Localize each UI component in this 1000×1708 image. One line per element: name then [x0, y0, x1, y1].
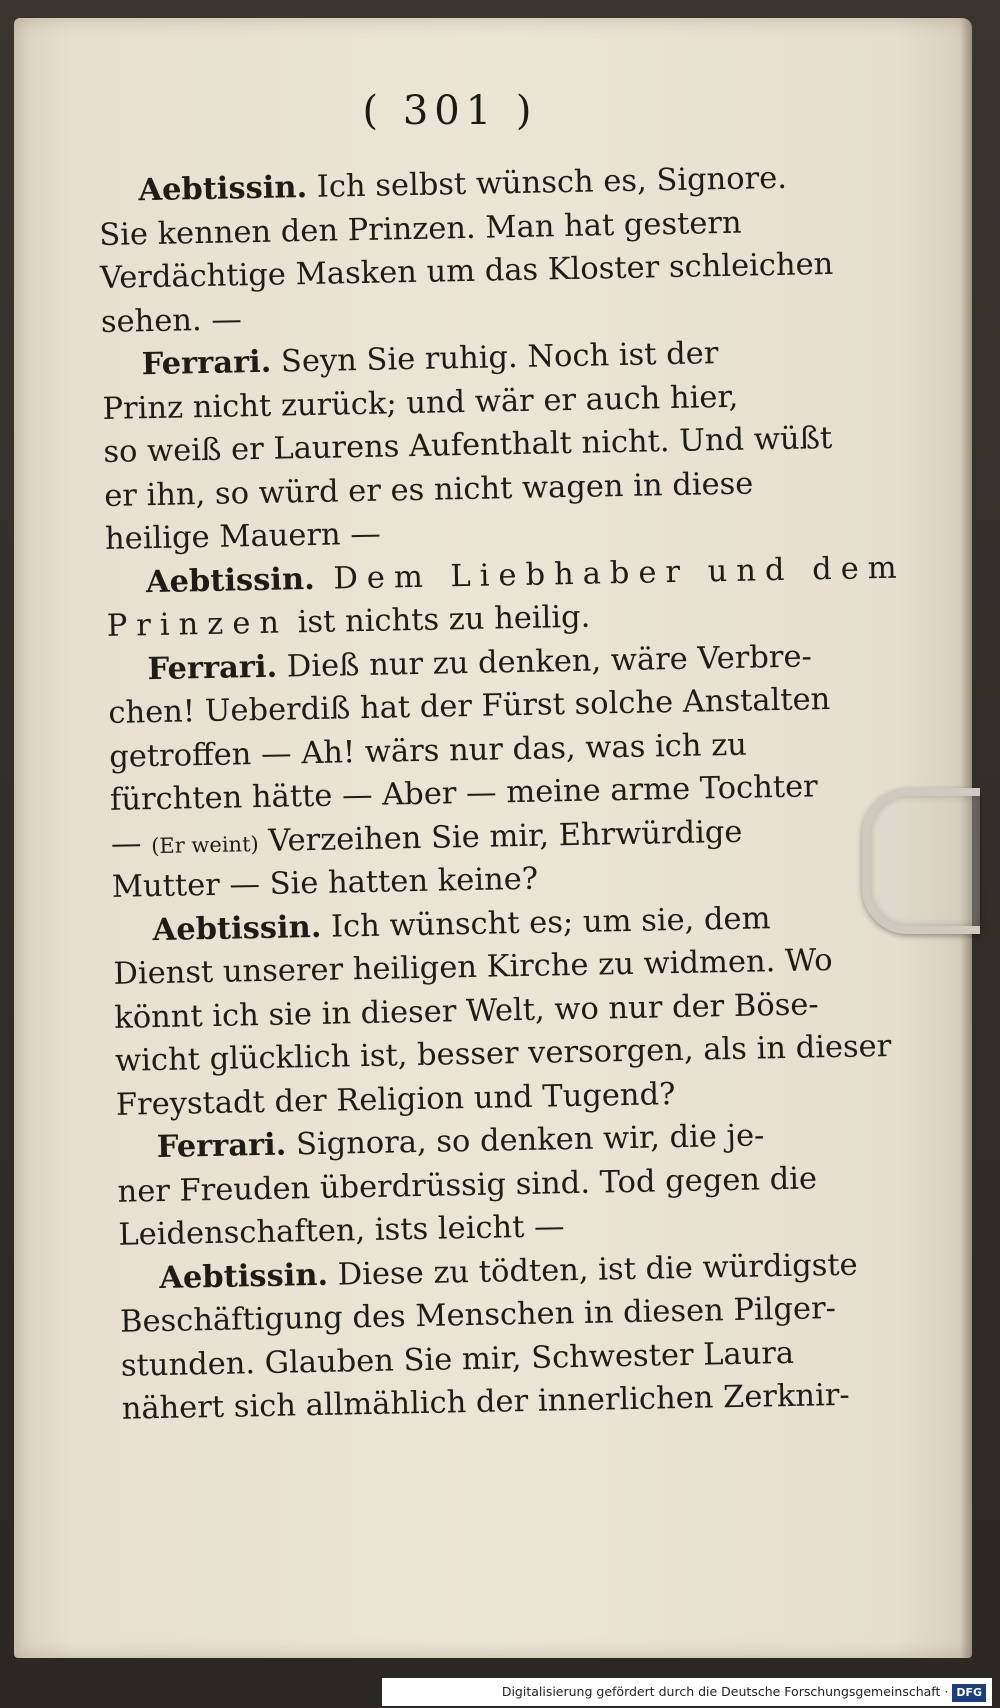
- credit-text: Digitalisierung gefördert durch die Deutsche Forschungsgemeinschaft ·: [501, 1684, 949, 1699]
- dfg-logo: DFG: [952, 1684, 986, 1702]
- text-line: Leidenschaften, ists leicht —: [118, 1209, 565, 1253]
- page-number: ( 301 ): [362, 88, 538, 134]
- text-line: Mutter — Sie hatten keine?: [111, 861, 539, 905]
- text-line: Beschäftigung des Menschen in diesen Pilger-: [119, 1291, 837, 1340]
- text-line: er ihn, so würd er es nicht wagen in diese: [103, 465, 754, 514]
- speaker-name: Aebtissin.: [145, 560, 316, 600]
- text-line: chen! Ueberdiß hat der Fürst solche Anstalten: [108, 682, 831, 731]
- line-text: Verzeihen Sie mir, Ehrwürdige: [258, 814, 743, 859]
- text-line: sehen. —: [100, 301, 243, 340]
- digitization-credit: [382, 1678, 992, 1706]
- speaker-name: Aebtissin.: [158, 1256, 329, 1296]
- text-line: getroffen — Ah! wärs nur das, was ich zu: [108, 727, 748, 775]
- text-line: wicht glücklich ist, besser versorgen, als in dieser: [114, 1028, 892, 1079]
- speaker-name: Aebtissin.: [138, 168, 308, 209]
- text-line: Prinz nicht zurück; und wär er auch hier,: [102, 379, 739, 427]
- text-line: fürchten hätte — Aber — meine arme Tochter: [109, 769, 819, 818]
- text-line: heilige Mauern —: [104, 516, 382, 557]
- speaker-name: Aebtissin.: [152, 908, 322, 948]
- text-line: stunden. Glauben Sie mir, Schwester Laura: [120, 1335, 795, 1384]
- stage-direction: (Er weint): [150, 831, 259, 858]
- speaker-name: Ferrari.: [147, 648, 278, 687]
- speaker-name: Ferrari.: [141, 343, 272, 383]
- text-line: Freystadt der Religion und Tugend?: [115, 1076, 676, 1123]
- line-text: ist nichts zu heilig.: [287, 599, 591, 641]
- speaker-name: Ferrari.: [156, 1126, 287, 1166]
- line-text: Seyn Sie ruhig. Noch ist der: [270, 336, 719, 380]
- page-body-text: [98, 156, 906, 1431]
- line-text: Ich selbst wünsch es, Signore.: [306, 160, 788, 205]
- spaced-word: Prinzen: [106, 605, 289, 644]
- text-line: Dienst unserer heiligen Kirche zu widmen. Wo: [113, 943, 833, 992]
- text-line: so weiß er Laurens Aufenthalt nicht. Und wüßt: [103, 420, 833, 470]
- text-line: Verdächtige Masken um das Kloster schleichen: [99, 246, 834, 296]
- text-line: nähert sich allmählich der innerlichen Zerknir-: [121, 1377, 850, 1427]
- line-text: Signora, so denken wir, die je-: [285, 1118, 765, 1163]
- page-clip: [862, 788, 980, 934]
- line-text: Diese zu tödten, ist die würdigste: [327, 1247, 859, 1293]
- line-text: —: [110, 825, 152, 862]
- line-text: Dem Liebhaber und dem: [314, 550, 906, 597]
- line-text: Ich wünscht es; um sie, dem: [321, 900, 771, 945]
- text-line: ner Freuden überdrüssig sind. Tod gegen die: [117, 1160, 818, 1210]
- line-text: Dieß nur zu denken, wäre Verbre-: [276, 638, 813, 685]
- text-line: Sie kennen den Prinzen. Man hat gestern: [98, 205, 742, 253]
- text-line: könnt ich sie in dieser Welt, wo nur der Böse-: [113, 986, 819, 1036]
